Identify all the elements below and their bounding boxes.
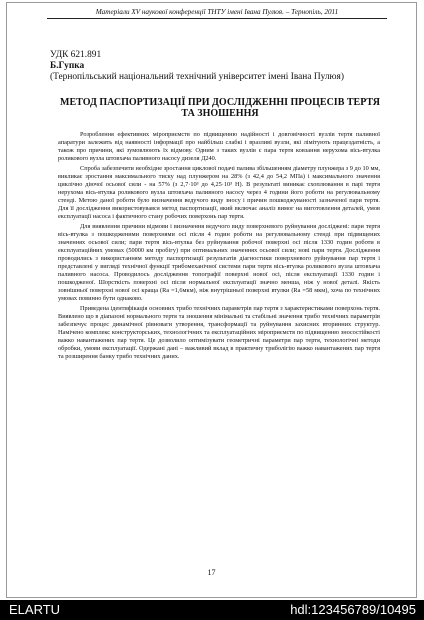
running-header: Матеріали XV наукової конференції ТНТУ імені Івана Пулюя. – Тернопіль, 2011 (47, 8, 387, 19)
paragraph: Приведена ідентифікація основних трибо технічних параметрів пар тертя з характеристиками поверхонь тертя. Виявлено що в діапазоні нормального тертя та зношення мінімальні та стабільні значення трибо технічних параметрів забезпечує процес динамічної рівноваги утворення, трансформації та руйнування захисних вторинних структур. Намічено комплекс конструкторських, технологічних та експлуатаційних міроприємств по підвищенню зносостійкості важко навантажених пар тертя. Це дозволило оптимізувати геометричні параметри пар тертя, технологічні методи обробки, умови експлуатації. Одержані дані – важливий вклад в практичну триболігію важко навантажених пар тертя та розширення банку трибо технічних даних. (58, 305, 380, 360)
author-affiliation: (Тернопільський національний технічний університет імені Івана Пулюя) (50, 72, 344, 82)
paragraph: Спроба забезпечити необхідне зростання циклової подачі палива збільшенням діаметру плунжера з 9 до 10 мм, викликає зростання максимального тиску над плунжером на 28% (з 42,4 до 54,2 МПа) і максимального значення циклічно діючої осьової сили - на 57% (з 2,7·10³ до 4,25·10³ Н). В результаті виникає схоплювання в парі тертя нерухома вісь-втулка роликового вузла штовхача паливного насосу через 4 години його роботи на регулювальному стенді. Метою даної роботи було визначення ведучого виду зносу і причин пошкоджуваності зазначеної пари тертя. Для її дослідження використовувався метод паспортизації, який включає аналіз вимог на виготовлення деталей, умов експлуатації насоса і фактичного стану робочих поверхонь пар тертя. (58, 165, 380, 220)
handle-identifier: hdl:123456789/10495 (290, 602, 416, 617)
repository-name: ELARTU (9, 602, 61, 617)
article-body (58, 131, 380, 363)
article-title: МЕТОД ПАСПОРТИЗАЦІЇ ПРИ ДОСЛІДЖЕННІ ПРОЦЕСІВ ТЕРТЯ ТА ЗНОШЕННЯ (60, 97, 380, 119)
document-page (6, 2, 417, 598)
paragraph: Розроблення ефективних міроприємств по підвищенню надійності і довговічності вузлів тертя паливної апаратури залежить від наявності інформації про найбільш слабкі і вразливі вузли, які лімітують працездатність, а також про причини, які зумовлюють їх відмову. Одним з таких вузлів є пара тертя ковзання нерухома вісь-втулка роликового вузла штовхача паливного насосу дизеля Д240. (58, 131, 380, 162)
repository-footer (0, 600, 424, 620)
author-name: Б.Гупка (50, 61, 85, 71)
page-number: 17 (207, 568, 216, 577)
paragraph: Для виявлення причини відмови і визначення ведучого виду поверхневого руйнування досліджені: пари тертя вісь-втулка з пошкодженими поверхнями осі після 4 годин роботи на регулювальному стенді при підвищених значеннях осьової сили; пари тертя вісь-втулка без руйнування робочої поверхні осі після 1330 годин роботи в експлуатаційних умовах (50000 км пробігу) при оптимальних значеннях осьової сили; нові пари тертя. Дослідження проводились з використанням методу паспортизації результатів діагностики поверхневого руйнування пар тертя і представлені у вигляді технічної функції трибомеханічної системи пари тертя вісь-втулка роликового вузла штовхача паливного насоса. Проводилось дослідження топографії поверхні нової осі, після експлуатації 1330 годин і пошкодженої. Шорсткість поверхні осі після нормальної експлуатації значно менша, ніж у нової деталі. Якість зовнішньої поверхні нової осі краща (Ra =1,6мкм), ніж внутрішньої поверхні втулки (Ra =58 мкм), хоча по технічних умовах повинно бути однаково. (58, 223, 380, 302)
udc-code: УДК 621.891 (50, 50, 102, 60)
